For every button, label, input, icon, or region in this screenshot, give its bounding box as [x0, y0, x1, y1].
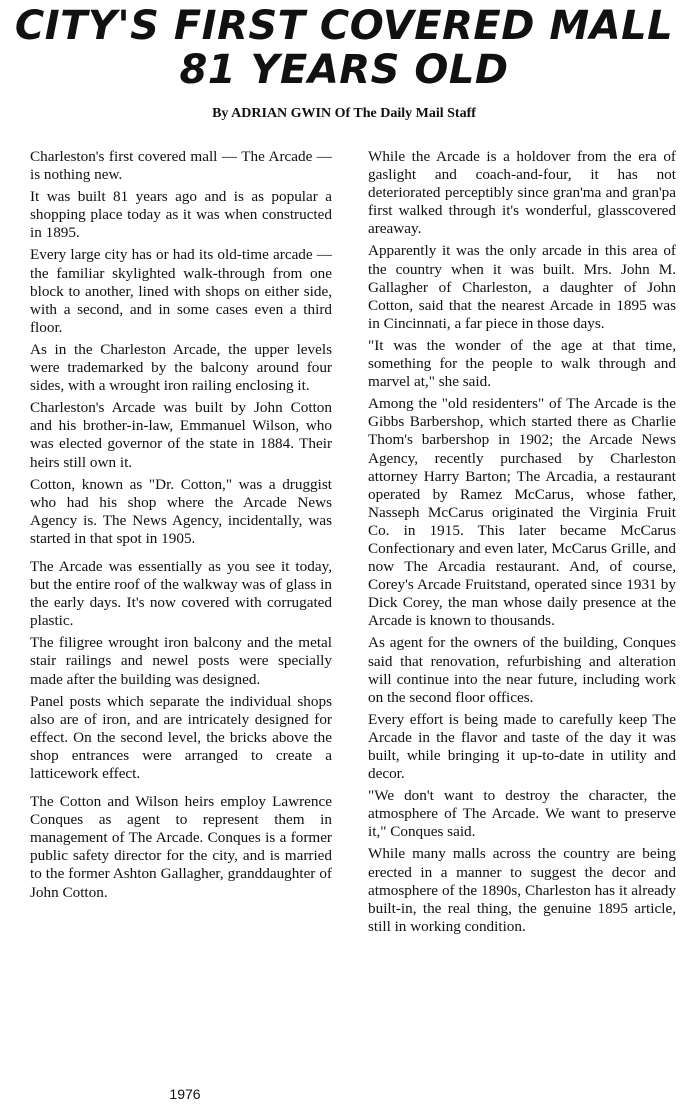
- left-column: [30, 148, 332, 906]
- right-column: [368, 148, 676, 940]
- paragraph: The Cotton and Wilson heirs employ Lawrence Conques as agent to represent them in management of The Arcade. Conques is a former public safety director for the city, and is married to the former Ashton Gallagher, granddaughter of John Cotton.: [30, 793, 332, 901]
- paragraph: It was built 81 years ago and is as popular a shopping place today as it was when constructed in 1895.: [30, 188, 332, 242]
- paragraph: "It was the wonder of the age at that time, something for the people to walk through and marvel at," she said.: [368, 336, 676, 391]
- headline-line-1: CITY'S FIRST COVERED MALL: [14, 3, 674, 49]
- headline-line-2: 81 YEARS OLD: [179, 47, 509, 93]
- paragraph: Apparently it was the only arcade in this area of the country when it was built. Mrs. John M. Gallagher of Charleston, a daughter of John Cotton, said that the nearest Arcade in 1895 was in Cincinnati, a far piece in those days.: [368, 242, 676, 332]
- footer-year: 1976: [169, 1086, 201, 1102]
- paragraph: As agent for the owners of the building, Conques said that renovation, refurbishing and alteration will continue into the near future, including work on the second floor offices.: [368, 634, 676, 706]
- paragraph: The filigree wrought iron balcony and the metal stair railings and newel posts were specially made after the building was designed.: [30, 634, 332, 688]
- paragraph: Charleston's first covered mall — The Arcade — is nothing new.: [30, 148, 332, 184]
- paragraph: Among the "old residenters" of The Arcade is the Gibbs Barbershop, which started there as Charlie Thom's barbershop in 1902; the Arcade News Agency, recently purchased by Charleston attorney Harry Barton; The Arcadia, a restaurant operated by Ramez McCarus, whose father, Nasseph McCarus originated the Virginia Fruit Co. in 1915. This later became McCarus Confectionary and even later, McCarus Grille, and now The Arcadia restaurant. And, of course, Corey's Arcade Fruitstand, operated since 1931 by Dick Corey, the man whose daily presence at the Arcade is known to thousands.: [368, 395, 676, 630]
- paragraph: Every large city has or had its old-time arcade — the familiar skylighted walk-through from one block to another, lined with shops on either side, with a second, and in some cases even a third floor.: [30, 246, 332, 336]
- paragraph: While the Arcade is a holdover from the era of gaslight and coach-and-four, it has not deteriorated perceptibly since gran'ma and gran'pa first walked through it's wonderful, glasscovered areaway.: [368, 148, 676, 238]
- paragraph: Cotton, known as "Dr. Cotton," was a druggist who had his shop where the Arcade News Agency is. The News Agency, incidentally, was started in that spot in 1905.: [30, 475, 332, 547]
- paragraph: While many malls across the country are being erected in a manner to suggest the decor and atmosphere of the 1890s, Charleston has it already built-in, the real thing, the genuine 1895 article, still in working condition.: [368, 845, 676, 935]
- paragraph: "We don't want to destroy the character, the atmosphere of The Arcade. We want to preserve it," Conques said.: [368, 787, 676, 841]
- paragraph: As in the Charleston Arcade, the upper levels were trademarked by the balcony around four sides, with a wrought iron railing enclosing it.: [30, 340, 332, 395]
- paragraph: Charleston's Arcade was built by John Cotton and his brother-in-law, Emmanuel Wilson, who was elected governor of the state in 1884. Their heirs still own it.: [30, 399, 332, 471]
- paragraph: The Arcade was essentially as you see it today, but the entire roof of the walkway was of glass in the early days. It's now covered with corrugated plastic.: [30, 557, 332, 630]
- byline: By ADRIAN GWIN Of The Daily Mail Staff: [212, 106, 476, 121]
- paragraph: Panel posts which separate the individual shops also are of iron, and are intricately designed for effect. On the second level, the bricks above the shop entrances were arranged to create a latticework effect.: [30, 692, 332, 782]
- paragraph: Every effort is being made to carefully keep The Arcade in the flavor and taste of the day it was built, while bringing it up-to-date in utility and decor.: [368, 710, 676, 783]
